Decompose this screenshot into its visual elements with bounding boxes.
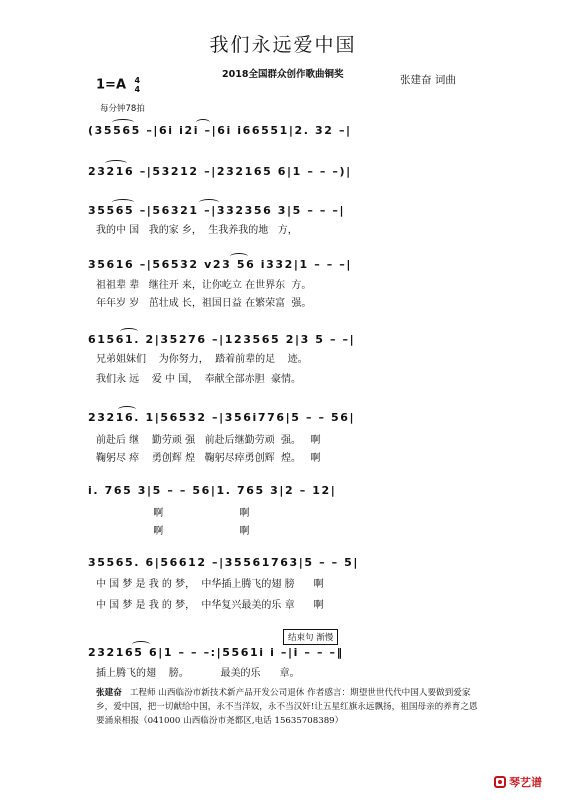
notation-line-2: 23216 –|53212 –|232165 6|1 – – –)|: [88, 165, 352, 178]
site-logo: [494, 774, 542, 790]
slur: [199, 199, 219, 206]
logo-text: 琴艺谱: [509, 776, 542, 789]
key-label: 1=A: [96, 77, 126, 93]
tempo-marking: 每分钟78拍: [100, 104, 145, 114]
slur: [132, 641, 150, 648]
notation-line-9: 232165 6|1 – – –:|5561i i –|i – – –‖: [88, 646, 344, 659]
notation-line-5: 61561. 2|35276 –|123565 2|3 5 – –|: [88, 333, 356, 346]
lyric-line-7-2: 啊 啊: [96, 526, 250, 537]
lyric-line-7-1: 啊 啊: [96, 508, 250, 519]
slur: [230, 253, 248, 260]
lyric-line-4-1: 祖祖辈 辈 继往开 来，让你屹立 在世界东 方。: [96, 280, 312, 291]
lyric-line-4-2: 年年岁 岁 茁壮成 长，祖国日益 在繁荣富 强。: [96, 298, 312, 309]
slur: [118, 406, 136, 413]
notation-line-7: i. 765 3|5 – – 56|1. 765 3|2 – 12|: [88, 484, 337, 497]
song-title: 我们永远爱中国: [209, 34, 357, 56]
authors-credit: 张建奋 词曲: [400, 74, 456, 86]
lyric-line-3-1: 我的中 国 我的家 乡， 生我养我的地 方，: [96, 225, 298, 236]
time-bottom: 4: [134, 85, 141, 94]
notation-line-6: 23216. 1|56532 –|356i776|5 – – 56|: [88, 411, 356, 424]
notation-line-4: 35616 –|56532 v23 56 i332|1 – – –|: [88, 258, 352, 271]
key-signature: [96, 76, 140, 94]
slur: [105, 160, 127, 167]
ending-marker: 结束句 渐慢: [283, 629, 338, 645]
slur: [120, 328, 138, 335]
notation-line-3: 35565 –|56321 –|332356 3|5 – – –|: [88, 204, 346, 217]
lyric-line-5-1: 兄弟姐妹们 为你努力， 踏着前辈的足 迹。: [96, 354, 308, 365]
time-signature: [135, 76, 141, 94]
lyric-line-8-2: 中 国 梦 是 我 的 梦， 中华复兴最美的乐 章 啊: [96, 600, 324, 611]
slur: [196, 119, 210, 126]
notation-line-8: 35565. 6|56612 –|35561763|5 – – 5|: [88, 556, 360, 569]
slur: [112, 119, 134, 126]
slur: [112, 199, 134, 206]
award-line: 2018全国群众创作歌曲铜奖: [222, 69, 344, 80]
author-note: [96, 686, 480, 728]
lyric-line-8-1: 中 国 梦 是 我 的 梦， 中华插上腾飞的翅 膀 啊: [96, 579, 324, 590]
time-top: 4: [134, 76, 141, 85]
lyric-line-5-2: 我们永 远 爱 中 国， 奉献全部赤胆 豪情。: [96, 374, 301, 385]
notation-line-1: (35565 –|6i i2i –|6i i66551|2. 32 –|: [88, 124, 352, 137]
author-name: 张建奋: [96, 688, 122, 698]
lyric-line-6-2: 鞠躬尽 瘁 勇创辉 煌 鞠躬尽瘁勇创辉 煌。 啊: [96, 453, 321, 464]
author-note-text: 工程师 山西临汾市新技术新产品开发公司退休 作者感言：期望世世代代中国人要做到爱家乡，爱中国，把一切献给中国，永不当洋奴，永不当汉奸!让五星红旗永远飘扬，祖国母亲的养育之恩要涌泉相报（041000 山西临汾市尧都区,电话 15635708389）: [96, 688, 478, 726]
lyric-line-6-1: 前赴后 继 勤劳顽 强 前赴后继勤劳顽 强。 啊: [96, 435, 321, 446]
lyric-line-9-1: 插上腾飞的翅 膀。 最美的乐 章。: [96, 668, 300, 679]
logo-mark-icon: [494, 776, 506, 788]
